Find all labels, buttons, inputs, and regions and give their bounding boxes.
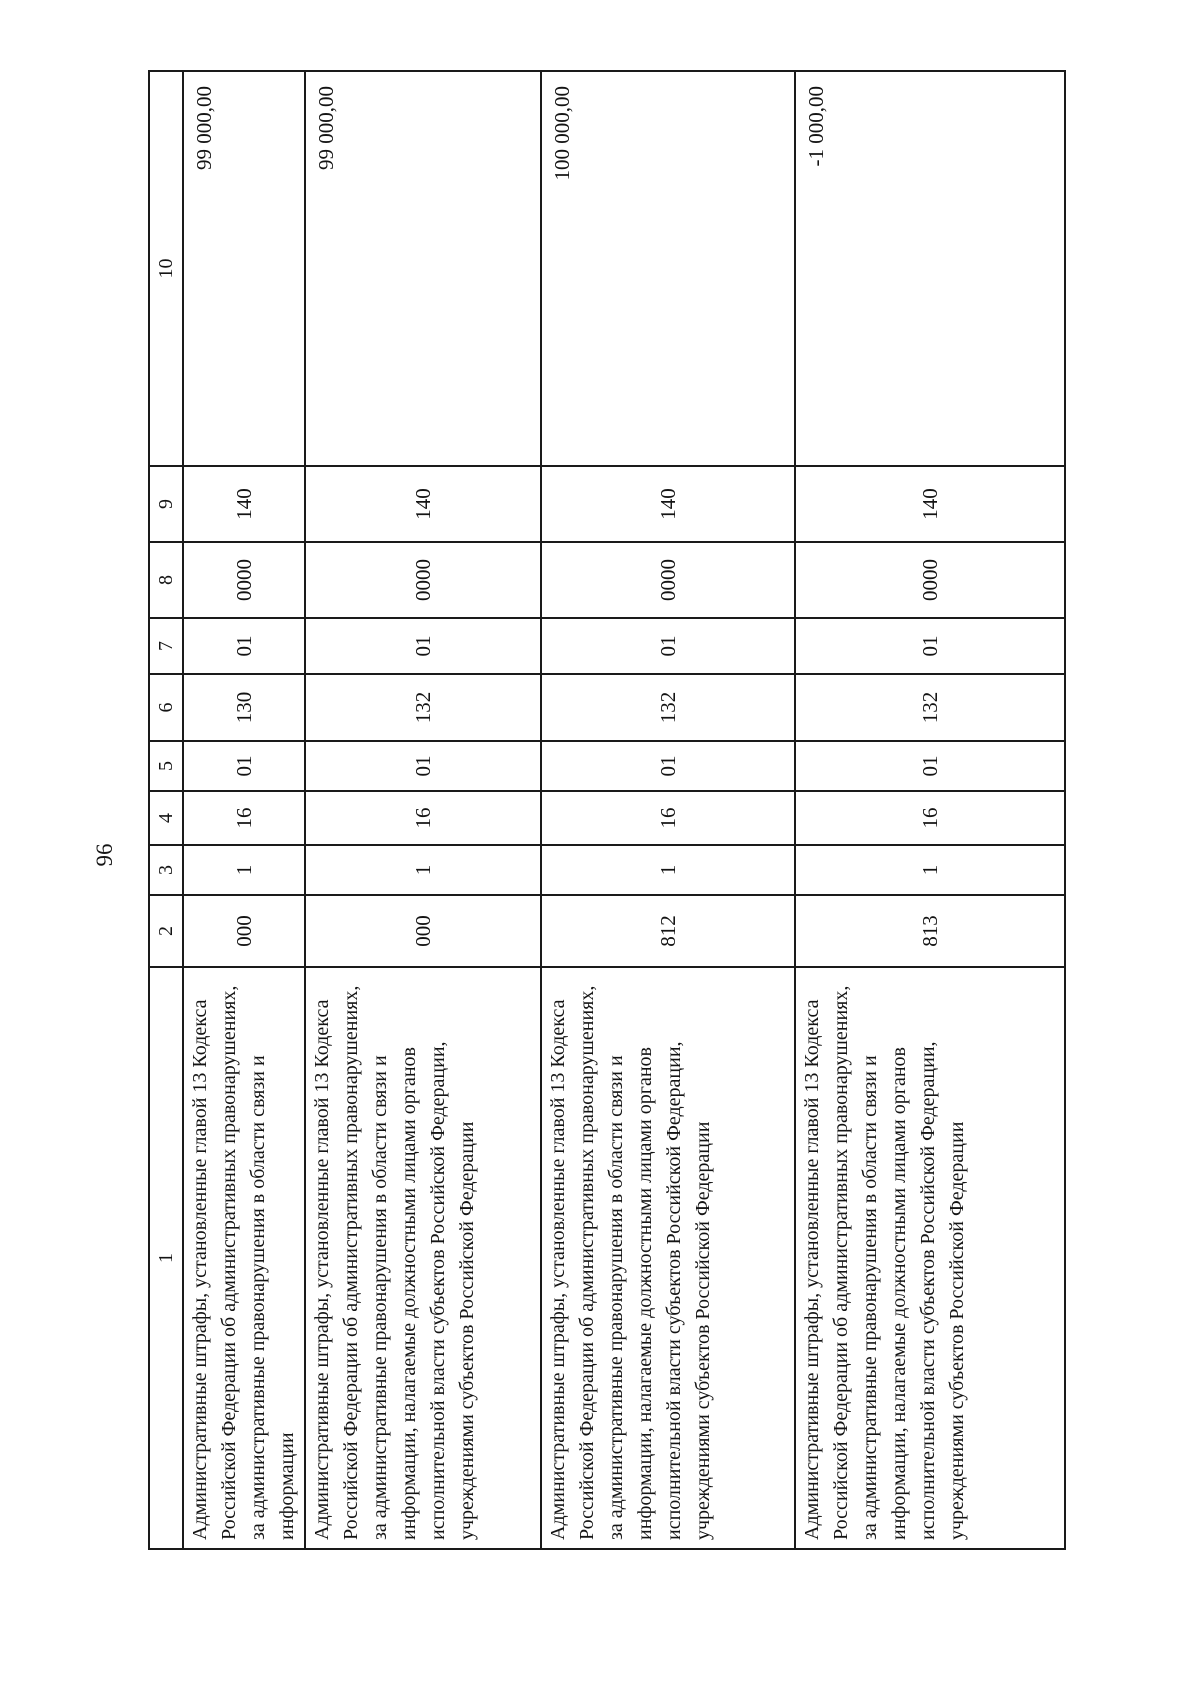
code-cell: 140 (183, 466, 305, 542)
code-cell: 16 (541, 791, 795, 845)
code-cell: 140 (795, 466, 1065, 542)
row-description: Административные штрафы, установленные главой 13 Кодекса Российской Федерации об административных правонарушениях, за административные правонарушения в области связи и информации, налагаемые должностными лицами органов исполнительной власти субъектов Российской Федерации, учреждениями субъектов Российской Федерации (541, 967, 795, 1549)
amount-cell: 99 000,00 (305, 71, 541, 466)
page-number: 96 (92, 843, 117, 867)
column-header: 4 (149, 791, 183, 845)
code-cell: 813 (795, 895, 1065, 967)
amount-cell: 99 000,00 (183, 71, 305, 466)
amount-cell: 100 000,00 (541, 71, 795, 466)
column-header: 9 (149, 466, 183, 542)
column-header: 7 (149, 618, 183, 674)
code-cell: 16 (183, 791, 305, 845)
code-cell: 000 (183, 895, 305, 967)
code-cell: 140 (305, 466, 541, 542)
code-cell: 0000 (305, 542, 541, 618)
code-cell: 132 (541, 674, 795, 741)
column-header: 5 (149, 741, 183, 791)
code-cell: 132 (795, 674, 1065, 741)
code-cell: 01 (795, 618, 1065, 674)
table-row (795, 71, 1065, 1549)
code-cell: 01 (305, 618, 541, 674)
table-row (541, 71, 795, 1549)
code-cell: 0000 (183, 542, 305, 618)
table-row (305, 71, 541, 1549)
code-cell: 1 (305, 845, 541, 895)
code-cell: 16 (795, 791, 1065, 845)
column-header: 2 (149, 895, 183, 967)
column-header: 1 (149, 967, 183, 1549)
code-cell: 000 (305, 895, 541, 967)
budget-classification-table-wrapper (148, 72, 1060, 1550)
amount-cell: -1 000,00 (795, 71, 1065, 466)
row-description: Административные штрафы, установленные главой 13 Кодекса Российской Федерации об административных правонарушениях, за административные правонарушения в области связи и информации (183, 967, 305, 1549)
code-cell: 01 (183, 741, 305, 791)
code-cell: 140 (541, 466, 795, 542)
code-cell: 812 (541, 895, 795, 967)
code-cell: 1 (541, 845, 795, 895)
code-cell: 0000 (541, 542, 795, 618)
budget-classification-table (148, 70, 1066, 1550)
row-description: Административные штрафы, установленные главой 13 Кодекса Российской Федерации об административных правонарушениях, за административные правонарушения в области связи и информации, налагаемые должностными лицами органов исполнительной власти субъектов Российской Федерации, учреждениями субъектов Российской Федерации (305, 967, 541, 1549)
code-cell: 01 (183, 618, 305, 674)
code-cell: 01 (795, 741, 1065, 791)
code-cell: 01 (541, 618, 795, 674)
column-header: 8 (149, 542, 183, 618)
column-header: 6 (149, 674, 183, 741)
header-row (149, 71, 183, 1549)
row-description: Административные штрафы, установленные главой 13 Кодекса Российской Федерации об административных правонарушениях, за административные правонарушения в области связи и информации, налагаемые должностными лицами органов исполнительной власти субъектов Российской Федерации, учреждениями субъектов Российской Федерации (795, 967, 1065, 1549)
code-cell: 132 (305, 674, 541, 741)
code-cell: 1 (795, 845, 1065, 895)
code-cell: 1 (183, 845, 305, 895)
code-cell: 01 (305, 741, 541, 791)
code-cell: 01 (541, 741, 795, 791)
code-cell: 0000 (795, 542, 1065, 618)
code-cell: 16 (305, 791, 541, 845)
column-header: 10 (149, 71, 183, 466)
table-row (183, 71, 305, 1549)
column-header: 3 (149, 845, 183, 895)
code-cell: 130 (183, 674, 305, 741)
